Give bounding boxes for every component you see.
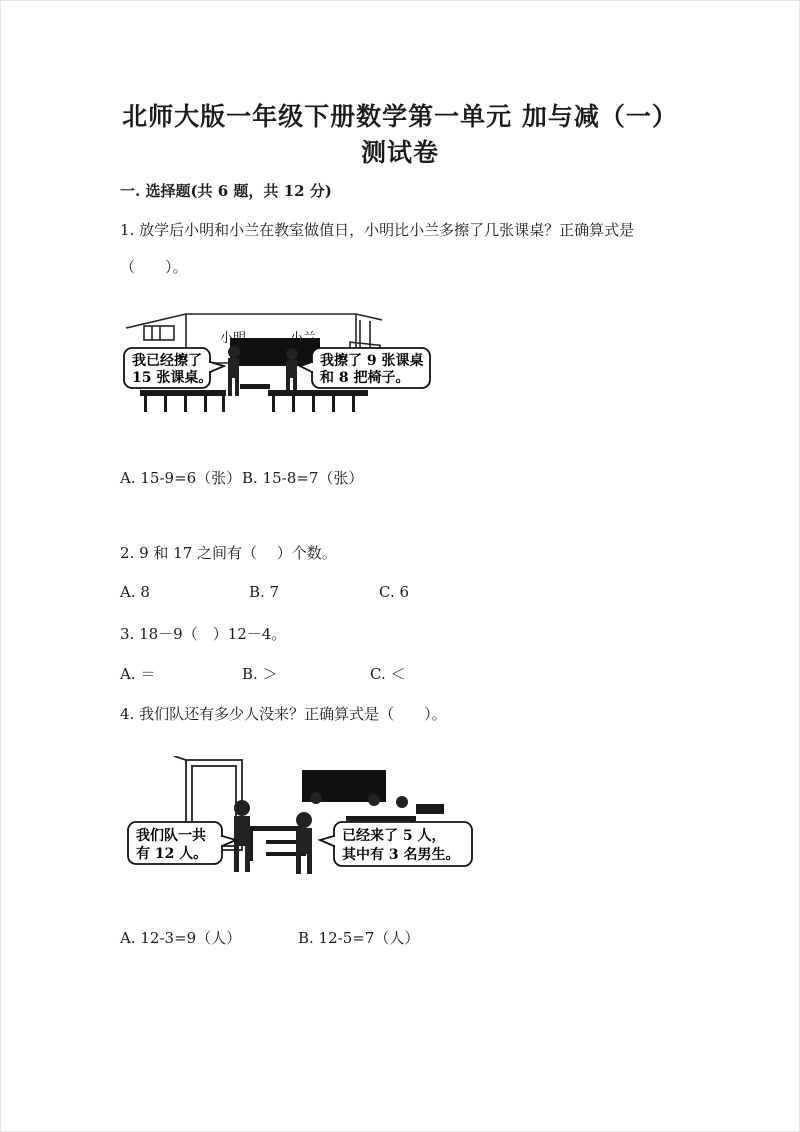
q1-illustration	[120, 308, 440, 418]
q3-text: 3. 18－9（ ）12－4。	[120, 625, 287, 643]
page-subtitle: 测试卷	[360, 138, 439, 167]
q1-name-xiaolan: 小兰	[290, 331, 317, 346]
q4-bubble-right	[320, 822, 472, 866]
q3-option-a[interactable]: A. ＝	[120, 665, 156, 683]
q1-text-line1: 1. 放学后小明和小兰在教室做值日，小明比小兰多擦了几张课桌？正确算式是	[120, 221, 635, 239]
q4-illustration	[126, 756, 476, 881]
q1-bubble-left-line1: 我已经擦了	[132, 353, 202, 369]
q1-name-xiaoming: 小明	[220, 331, 247, 346]
q2-text: 2. 9 和 17 之间有（ ）个数。	[120, 544, 337, 562]
q1-bubble-right-line1: 我擦了 9 张课桌	[320, 353, 424, 369]
q1-text-line2: （ ）。	[120, 258, 188, 276]
q1-bubble-right	[300, 348, 430, 388]
q4-bubble-left-line2: 有 12 人。	[136, 846, 208, 862]
q1-option-a[interactable]: A. 15-9=6（张）	[120, 469, 242, 487]
page-title: 北师大版一年级下册数学第一单元 加与减（一）	[122, 102, 678, 131]
q4-bubble-left-line1: 我们队一共	[136, 828, 206, 844]
q4-option-b[interactable]: B. 12-5=7（人）	[298, 929, 420, 947]
q3-option-b[interactable]: B. ＞	[242, 665, 278, 683]
q2-option-c[interactable]: C. 6	[379, 583, 410, 601]
q1-bubble-right-line2: 和 8 把椅子。	[320, 370, 410, 386]
q2-option-a[interactable]: A. 8	[120, 583, 150, 601]
q4-bubble-right-line1: 已经来了 5 人，	[342, 828, 446, 844]
q4-bubble-left	[128, 822, 236, 864]
section-heading: 一. 选择题(共 6 题，共 12 分)	[120, 182, 332, 200]
q2-option-b[interactable]: B. 7	[249, 583, 280, 601]
q1-bubble-left	[124, 348, 224, 388]
q3-option-c[interactable]: C. ＜	[370, 665, 406, 683]
q4-bubble-right-line2: 其中有 3 名男生。	[342, 847, 460, 863]
q4-option-a[interactable]: A. 12-3=9（人）	[120, 929, 242, 947]
q1-option-b[interactable]: B. 15-8=7（张）	[242, 469, 364, 487]
q4-text: 4. 我们队还有多少人没来？正确算式是（ ）。	[120, 705, 447, 723]
q1-bubble-left-line2: 15 张课桌。	[132, 370, 213, 386]
